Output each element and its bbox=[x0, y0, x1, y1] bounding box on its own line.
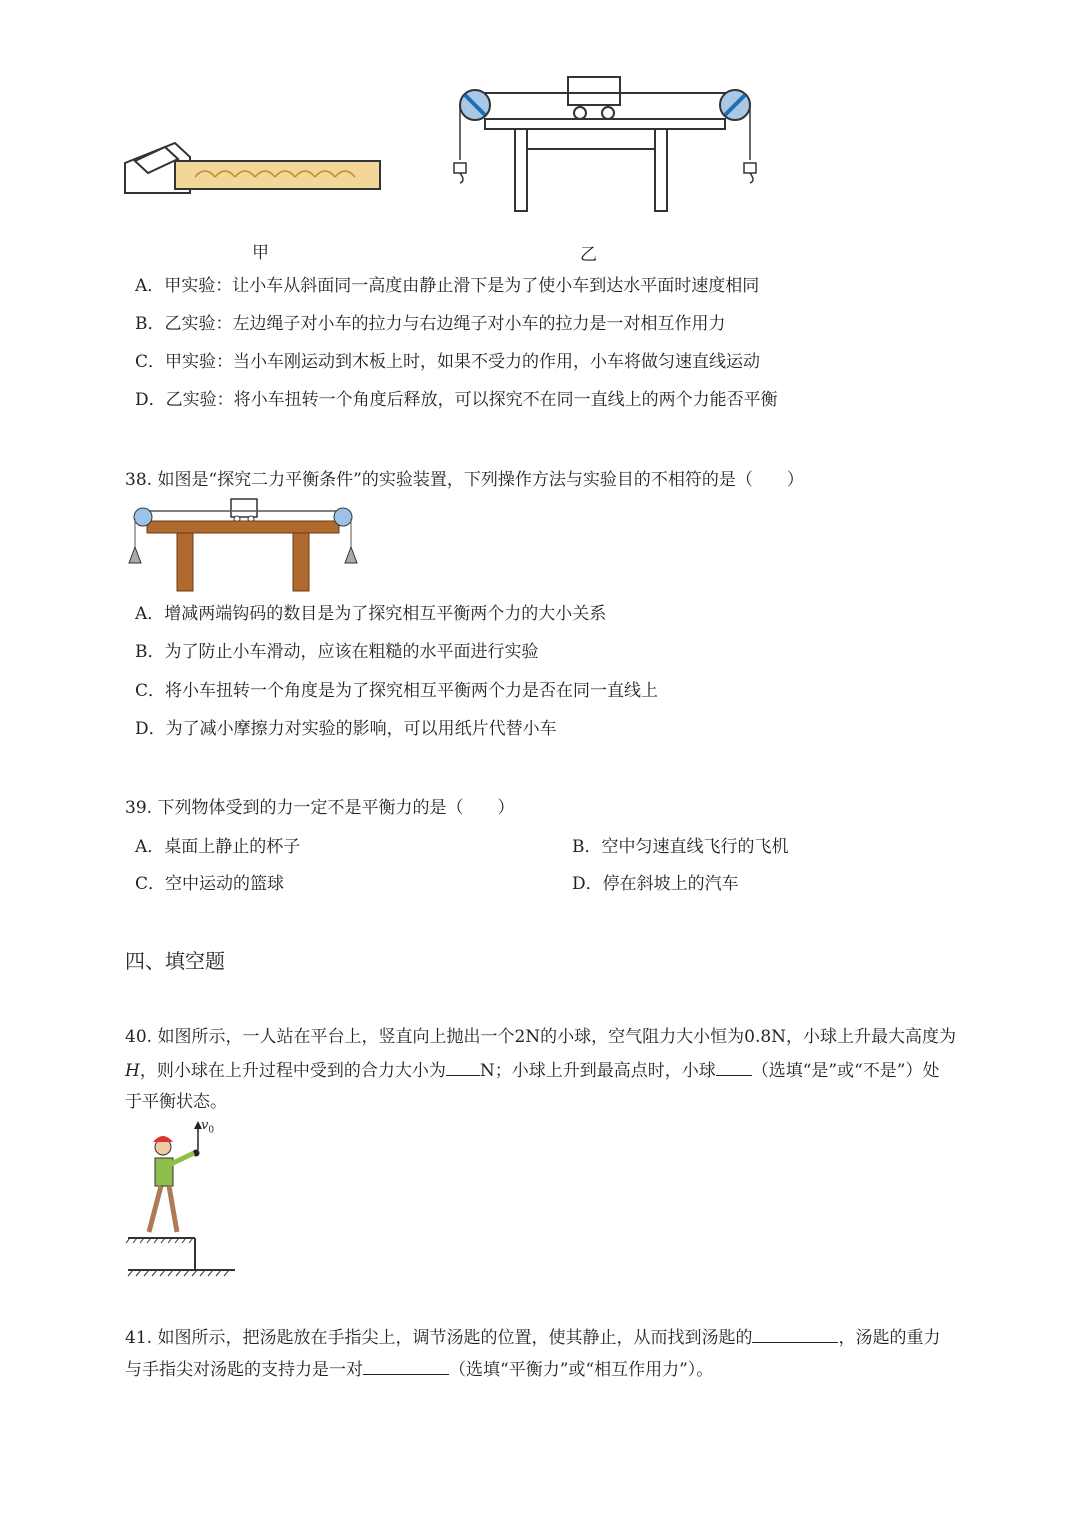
q40-blank-1[interactable] bbox=[446, 1059, 480, 1076]
q39-stem: 39. 下列物体受到的力一定不是平衡力的是（ ） bbox=[125, 798, 515, 818]
q40-v0-label: $v_0$ bbox=[201, 1118, 215, 1136]
q37-option-a: A．甲实验：让小车从斜面同一高度由静止滑下是为了使小车到达水平面时速度相同 bbox=[135, 276, 760, 296]
q40-blank-2[interactable] bbox=[716, 1059, 752, 1076]
q39-option-c: C．空中运动的篮球 bbox=[135, 874, 285, 894]
q37-option-d: D．乙实验：将小车扭转一个角度后释放，可以探究不在同一直线上的两个力能否平衡 bbox=[135, 390, 778, 410]
q41-blank-2[interactable] bbox=[363, 1358, 449, 1375]
q41-line-1: 41. 如图所示，把汤匙放在手指尖上，调节汤匙的位置，使其静止，从而找到汤匙的 ，汤匙的重力 bbox=[125, 1328, 941, 1348]
q38-stem: 38. 如图是“探究二力平衡条件”的实验装置，下列操作方法与实验目的不相符的是（ ） bbox=[125, 470, 804, 490]
q38-option-d: D．为了减小摩擦力对实验的影响，可以用纸片代替小车 bbox=[135, 719, 557, 739]
q40-person-throwing-ball-figure bbox=[125, 1120, 240, 1280]
figure-jia-label: 甲 bbox=[252, 243, 269, 263]
q40-line-3: 于平衡状态。 bbox=[125, 1092, 227, 1112]
q37-option-c: C．甲实验：当小车刚运动到木板上时，如果不受力的作用，小车将做匀速直线运动 bbox=[135, 352, 761, 372]
q40-line-1: 40. 如图所示，一人站在平台上，竖直向上抛出一个2N的小球，空气阻力大小恒为0.8N，小球上升最大高度为 bbox=[125, 1027, 957, 1047]
q40-variable-h: H bbox=[125, 1061, 140, 1081]
q38-option-c: C．将小车扭转一个角度是为了探究相互平衡两个力是否在同一直线上 bbox=[135, 681, 659, 701]
figure-yi-apparatus bbox=[450, 75, 760, 215]
q41-line-2: 与手指尖对汤匙的支持力是一对 （选填“平衡力”或“相互作用力”）。 bbox=[125, 1360, 714, 1380]
q41-blank-1[interactable] bbox=[752, 1326, 838, 1343]
q39-option-d: D．停在斜坡上的汽车 bbox=[572, 874, 739, 894]
q38-option-b: B．为了防止小车滑动，应该在粗糙的水平面进行实验 bbox=[135, 642, 539, 662]
q39-option-a: A．桌面上静止的杯子 bbox=[135, 837, 301, 857]
q37-option-b: B．乙实验：左边绳子对小车的拉力与右边绳子对小车的拉力是一对相互作用力 bbox=[135, 314, 726, 334]
q39-option-b: B．空中匀速直线飞行的飞机 bbox=[572, 837, 789, 857]
q38-table-figure bbox=[125, 497, 360, 593]
figure-yi-label: 乙 bbox=[580, 245, 597, 265]
q38-option-a: A．增减两端钩码的数目是为了探究相互平衡两个力的大小关系 bbox=[135, 604, 607, 624]
figure-jia-incline bbox=[120, 135, 385, 200]
section-title-fill-in: 四、填空题 bbox=[125, 949, 225, 973]
q40-line-2: H，则小球在上升过程中受到的合力大小为 N；小球上升到最高点时，小球 （选填“是”或“不是”）处 bbox=[125, 1061, 940, 1081]
